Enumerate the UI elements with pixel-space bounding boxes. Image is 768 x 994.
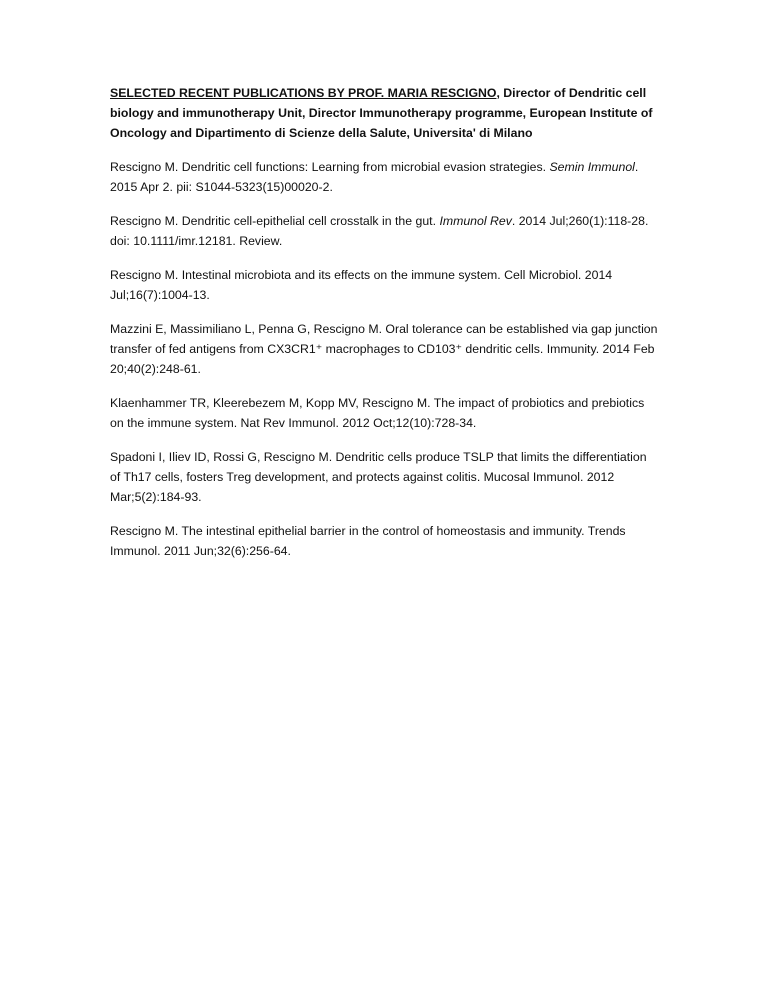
publication-item [110,157,658,197]
citation-text: Rescigno M. Dendritic cell functions: Learning from microbial evasion strategies. [110,160,550,174]
citation-details: . 2014 Jul;260(1):118-28. doi: 10.1111/imr.12181. Review. [110,214,649,248]
journal-name: Semin Immunol [549,160,635,174]
citation-details: . 2015 Apr 2. pii: S1044-5323(15)00020-2. [110,160,639,194]
publication-item: Spadoni I, Iliev ID, Rossi G, Rescigno M. Dendritic cells produce TSLP that limits the differentiation of Th17 cells, fosters Treg development, and protects against colitis. Mucosal Immunol. 2012 Mar;5(2):184-93. [110,450,647,504]
heading-title: SELECTED RECENT PUBLICATIONS BY PROF. MARIA RESCIGNO [110,86,497,100]
publication-item: Rescigno M. Intestinal microbiota and its effects on the immune system. Cell Microbiol. 2014 Jul;16(7):1004-13. [110,268,613,302]
citation-text: Rescigno M. Dendritic cell-epithelial cell crosstalk in the gut. [110,214,440,228]
document-heading [110,83,658,143]
publication-item: Klaenhammer TR, Kleerebezem M, Kopp MV, Rescigno M. The impact of probiotics and prebiotics on the immune system. Nat Rev Immunol. 2012 Oct;12(10):728-34. [110,396,645,430]
publication-item: Mazzini E, Massimiliano L, Penna G, Rescigno M. Oral tolerance can be established via gap junction transfer of fed antigens from CX3CR1⁺ macrophages to CD103⁺ dendritic cells. Immunity. 2014 Feb 20;40(2):248-61. [110,322,658,376]
journal-name: Immunol Rev [439,214,512,228]
heading-affiliation: , Director of Dendritic cell biology and immunotherapy Unit, Director Immunotherapy programme, European Institute of Oncology and Dipartimento di Scienze della Salute, Universita' di Milano [110,86,653,140]
publication-item: Rescigno M. The intestinal epithelial barrier in the control of homeostasis and immunity. Trends Immunol. 2011 Jun;32(6):256-64. [110,524,626,558]
publication-item [110,211,658,251]
